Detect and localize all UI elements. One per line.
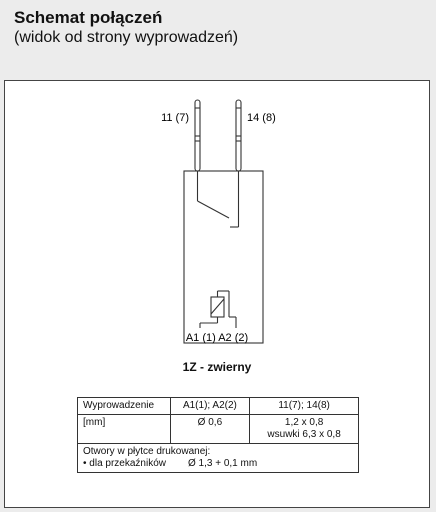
pin-right-label: 14 (8) <box>247 112 276 124</box>
pcb-note-detail <box>83 458 353 470</box>
pin-right <box>236 100 241 171</box>
pin-spec-table <box>77 397 359 473</box>
header <box>0 0 436 72</box>
table-header-cell: Wyprowadzenie <box>78 398 171 415</box>
table-cell: Ø 0,6 <box>170 415 250 444</box>
table-header-cell: A1(1); A2(2) <box>170 398 250 415</box>
diagram-caption: 1Z - zwierny <box>182 360 252 374</box>
connection-diagram <box>5 81 429 361</box>
table-row <box>78 415 359 444</box>
pcb-note <box>78 444 359 473</box>
table-cell-line: wsuwki 6,3 x 0,8 <box>267 429 341 440</box>
table-cell-line: 1,2 x 0,8 <box>284 417 324 428</box>
table-header-cell: 11(7); 14(8) <box>250 398 359 415</box>
page-subtitle: (widok od strony wyprowadzeń) <box>14 29 239 46</box>
table-row <box>78 398 359 415</box>
pin-left-label: 11 (7) <box>161 112 189 124</box>
diagram-panel <box>4 80 430 508</box>
pcb-note-value: Ø 1,3 + 0,1 mm <box>187 458 258 469</box>
pcb-note-label: • dla przekaźników <box>83 458 166 469</box>
table-row <box>78 444 359 473</box>
page-title: Schemat połączeń <box>14 8 163 27</box>
pin-left <box>195 100 200 171</box>
table-cell <box>250 415 359 444</box>
pcb-note-title: Otwory w płytce drukowanej: <box>83 446 211 457</box>
coil-label: A1 (1) A2 (2) <box>185 332 249 344</box>
table-cell: [mm] <box>78 415 171 444</box>
